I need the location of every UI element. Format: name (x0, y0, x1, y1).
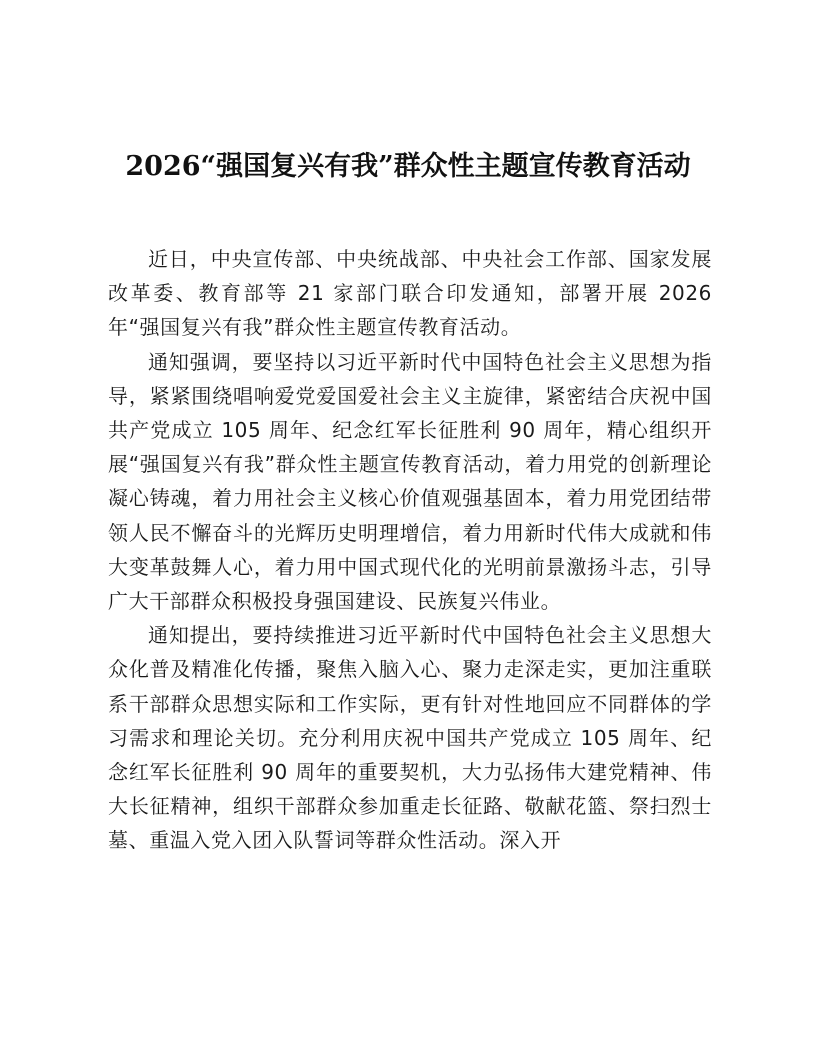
paragraph-1: 近日，中央宣传部、中央统战部、中央社会工作部、国家发展改革委、教育部等 21 家部门联合印发通知，部署开展 2026 年“强国复兴有我”群众性主题宣传教育活动。 (108, 247, 712, 340)
document-title: 2026“强国复兴有我”群众性主题宣传教育活动 (125, 151, 691, 182)
paragraph-3: 通知提出，要持续推进习近平新时代中国特色社会主义思想大众化普及精准化传播，聚焦入脑入心、聚力走深走实，更加注重联系干部群众思想实际和工作实际，更有针对性地回应不同群体的学习需求和理论关切。充分利用庆祝中国共产党成立 105 周年、纪念红军长征胜利 90 周年的重要契机，大力弘扬伟大建党精神、伟大长征精神，组织干部群众参加重走长征路、敬献花篮、祭扫烈士墓、重温入党入团入队誓词等群众性活动。深入开 (108, 623, 712, 853)
paragraph-2: 通知强调，要坚持以习近平新时代中国特色社会主义思想为指导，紧紧围绕唱响爱党爱国爱社会主义主旋律，紧密结合庆祝中国共产党成立 105 周年、纪念红军长征胜利 90 周年，精心组织开展“强国复兴有我”群众性主题宣传教育活动，着力用党的创新理论凝心铸魂，着力用社会主义核心价值观强基固本，着力用党团结带领人民不懈奋斗的光辉历史明理增信，着力用新时代伟大成就和伟大变革鼓舞人心，着力用中国式现代化的光明前景激扬斗志，引导广大干部群众积极投身强国建设、民族复兴伟业。 (108, 349, 712, 614)
document-body (108, 242, 712, 858)
